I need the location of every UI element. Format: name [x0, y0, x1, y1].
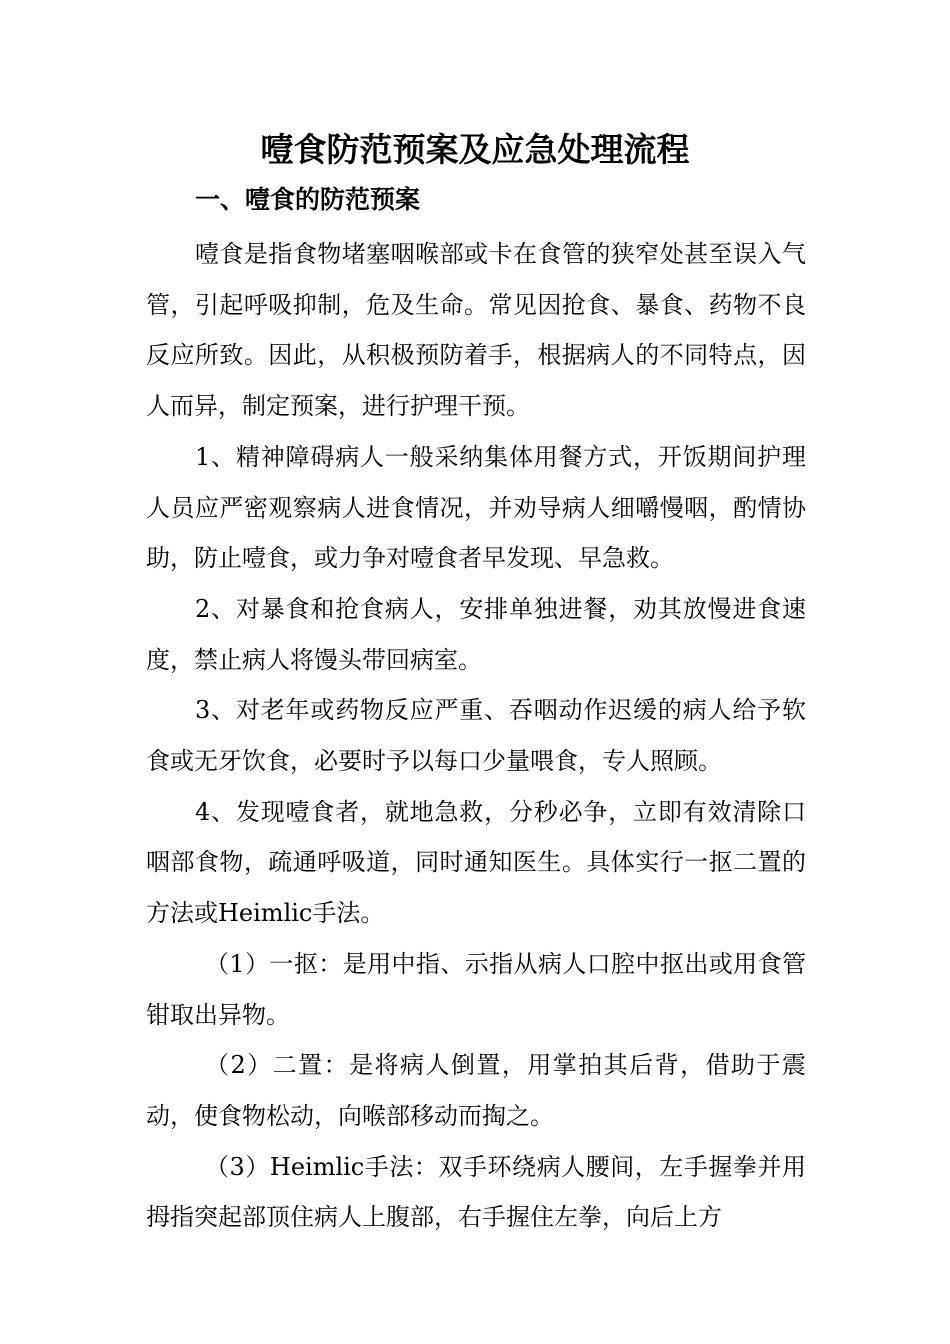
- paragraph-item-1: 1、精神障碍病人一般采纳集体用餐方式，开饭期间护理人员应严密观察病人进食情况，并劝导病人细嚼慢咽，酌情协助，防止噎食，或力争对噎食者早发现、早急救。: [146, 442, 806, 573]
- document-title: 噎食防范预案及应急处理流程: [260, 130, 690, 169]
- paragraph-item-4: 4、发现噎食者，就地急救，分秒必争，立即有效清除口咽部食物，疏通呼吸道，同时通知医生。具体实行一抠二置的方法或Heimlic手法。: [146, 797, 806, 928]
- paragraph-intro: 噎食是指食物堵塞咽喉部或卡在食管的狭窄处甚至误入气管，引起呼吸抑制，危及生命。常见因抢食、暴食、药物不良反应所致。因此，从积极预防着手，根据病人的不同特点，因人而异，制定预案，进行护理干预。: [146, 240, 806, 421]
- paragraph-subitem-3: （3）Heimlic手法：双手环绕病人腰间，左手握拳并用拇指突起部顶住病人上腹部，右手握住左拳，向后上方: [146, 1152, 806, 1232]
- paragraph-subitem-2: （2）二置：是将病人倒置，用掌拍其后背，借助于震动，使食物松动，向喉部移动而掏之。: [146, 1051, 806, 1130]
- paragraph-item-2: 2、对暴食和抢食病人，安排单独进餐，劝其放慢进食速度，禁止病人将馒头带回病室。: [146, 594, 806, 674]
- document-body: [146, 229, 806, 1243]
- section-heading: 一、噎食的防范预案: [195, 185, 421, 214]
- paragraph-subitem-1: （1）一抠：是用中指、示指从病人口腔中抠出或用食管钳取出异物。: [146, 949, 806, 1029]
- paragraph-item-3: 3、对老年或药物反应严重、吞咽动作迟缓的病人给予软食或无牙饮食，必要时予以每口少量喂食，专人照顾。: [146, 696, 806, 776]
